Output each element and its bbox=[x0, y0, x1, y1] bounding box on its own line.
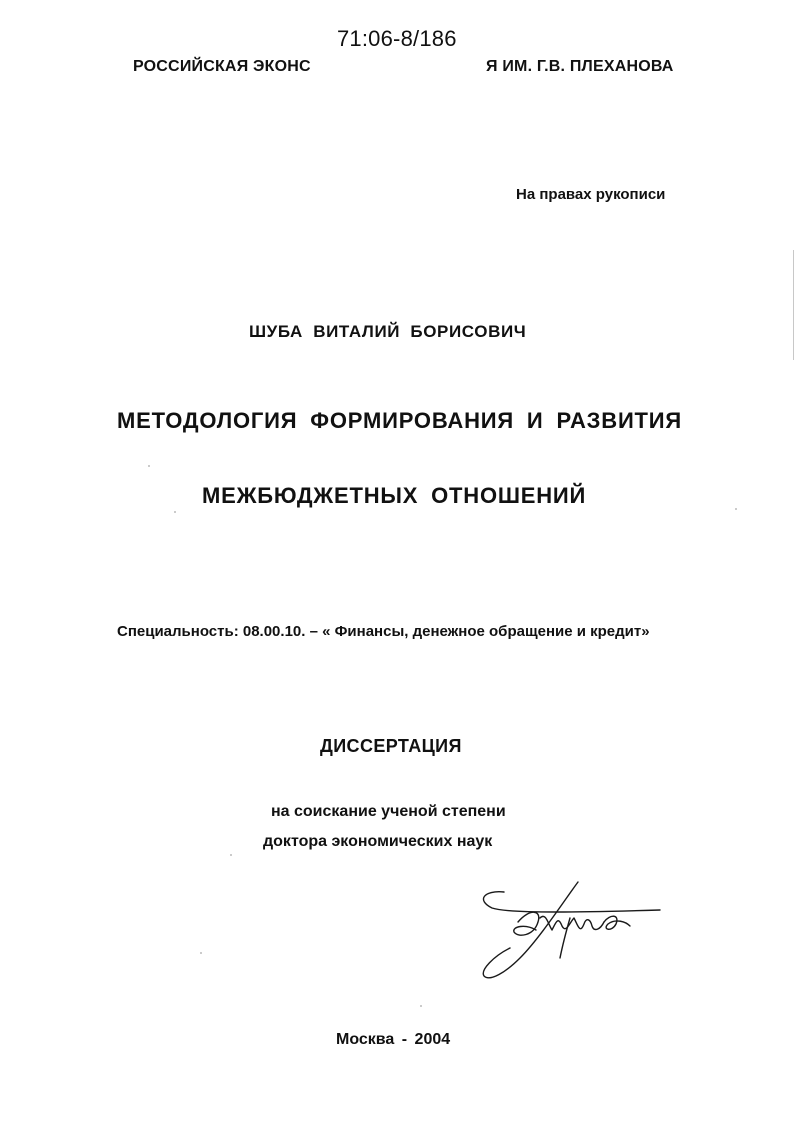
scan-speck bbox=[174, 511, 176, 513]
degree-line-2: доктора экономических наук bbox=[263, 833, 493, 850]
speciality-line: Специальность: 08.00.10. – « Финансы, денежное обращение и кредит» bbox=[117, 623, 650, 640]
archive-stamp: 71:06-8/186 bbox=[337, 26, 457, 51]
author-name: ШУБА ВИТАЛИЙ БОРИСОВИЧ bbox=[249, 322, 527, 341]
scan-speck bbox=[148, 465, 150, 467]
degree-line-1: на соискание ученой степени bbox=[271, 803, 506, 820]
institution-name-right: Я ИМ. Г.В. ПЛЕХАНОВА bbox=[486, 58, 674, 75]
author-signature bbox=[470, 878, 670, 988]
city-and-year: Москва - 2004 bbox=[336, 1031, 451, 1048]
institution-name-left: РОССИЙСКАЯ ЭКОНС bbox=[133, 58, 311, 75]
dissertation-title-line-1: МЕТОДОЛОГИЯ ФОРМИРОВАНИЯ И РАЗВИТИЯ bbox=[117, 408, 683, 433]
document-type: ДИССЕРТАЦИЯ bbox=[320, 736, 462, 756]
dissertation-title-line-2: МЕЖБЮДЖЕТНЫХ ОТНОШЕНИЙ bbox=[202, 483, 587, 508]
scan-speck bbox=[420, 1005, 422, 1007]
scan-speck bbox=[230, 854, 232, 856]
scan-speck bbox=[200, 952, 202, 954]
manuscript-rights-note: На правах рукописи bbox=[516, 186, 666, 203]
scan-speck bbox=[735, 508, 737, 510]
scan-edge-line bbox=[793, 250, 794, 360]
